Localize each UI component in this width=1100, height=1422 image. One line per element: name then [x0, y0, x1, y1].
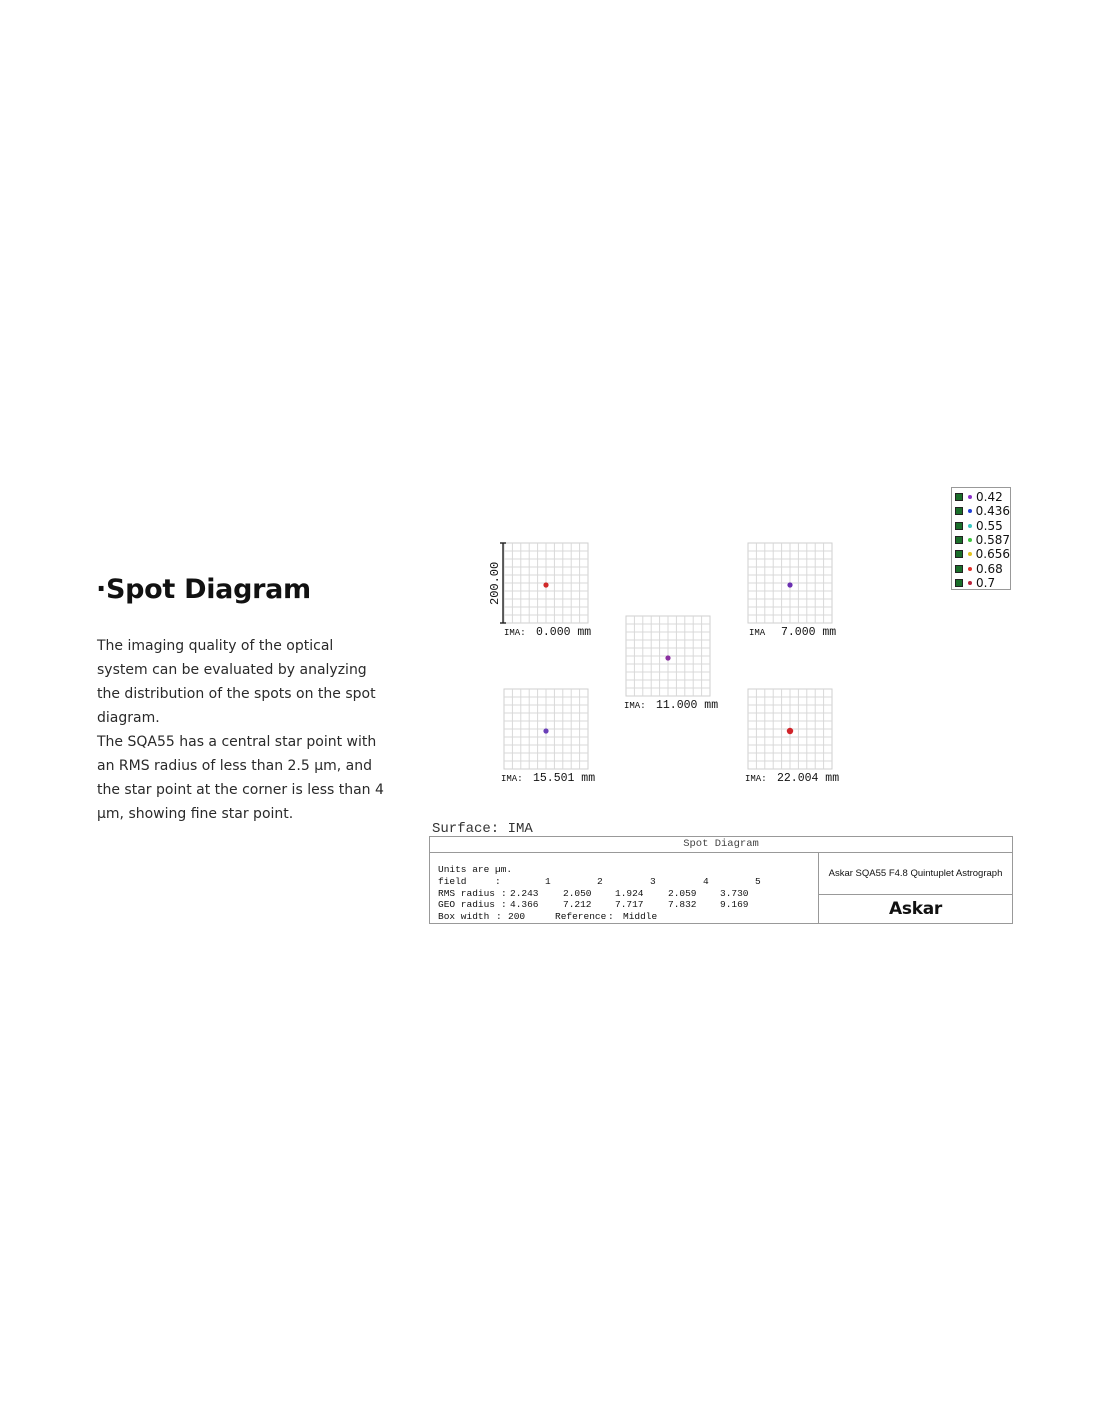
- section-heading: ·Spot Diagram: [96, 574, 311, 605]
- spot-plot: [624, 616, 718, 712]
- spot-field-label: 22.004 mm: [777, 772, 840, 785]
- spot-point: [665, 655, 670, 660]
- field-value: 3: [650, 875, 656, 887]
- spot-plot: [745, 689, 839, 785]
- geo-label: GEO radius: [438, 899, 496, 911]
- description-paragraph-2: The SQA55 has a central star point with an RMS radius of less than 2.5 μm, and the star point at the corner is less than 4 μm, showing fine star point.: [97, 734, 384, 822]
- box-width-value: 200: [508, 911, 526, 923]
- spot-point: [787, 728, 793, 734]
- spot-surface-label: IMA:: [501, 774, 523, 784]
- spot-plot: [501, 689, 595, 785]
- field-colon: :: [495, 875, 501, 887]
- spot-field-label: 7.000 mm: [781, 626, 837, 639]
- geo-value: 7.832: [668, 899, 697, 911]
- box-width-colon: :: [496, 911, 502, 923]
- spot-surface-label: IMA:: [504, 628, 526, 638]
- spot-field-label: 15.501 mm: [533, 772, 596, 785]
- field-label: field: [438, 875, 467, 887]
- field-value: 4: [703, 875, 709, 887]
- legend-label: 0.587: [975, 533, 1010, 548]
- legend-label: 0.68: [976, 561, 1003, 576]
- rms-value: 2.059: [668, 887, 697, 899]
- reference-value: Middle: [623, 911, 658, 923]
- units-text: Units are µm.: [438, 864, 513, 875]
- field-value: 1: [545, 875, 551, 887]
- geo-value: 7.212: [563, 899, 592, 911]
- spot-field-label: 0.000 mm: [536, 626, 592, 639]
- spot-plot: [504, 543, 591, 639]
- info-box-title: Spot Diagram: [430, 837, 1012, 853]
- legend-label: 0.42: [976, 490, 1003, 505]
- geo-value: 7.717: [615, 899, 644, 911]
- spot-info-box: [429, 836, 1013, 924]
- info-values-panel: [430, 852, 819, 923]
- reference-label: Reference: [555, 911, 607, 923]
- field-value: 5: [755, 875, 761, 887]
- spot-surface-label: IMA:: [624, 701, 646, 711]
- description-paragraph-1: The imaging quality of the optical system can be evaluated by analyzing the distribution of the spots on the spot diagram.: [97, 638, 376, 726]
- spot-surface-label: IMA: [749, 628, 766, 638]
- legend-label: 0.656: [975, 547, 1010, 562]
- spot-point: [543, 582, 548, 587]
- legend-label: 0.436: [975, 504, 1010, 519]
- rms-colon: :: [501, 887, 507, 899]
- spot-point: [543, 728, 548, 733]
- rms-value: 2.050: [563, 887, 592, 899]
- rms-value: 1.924: [615, 887, 644, 899]
- spot-surface-label: IMA:: [745, 774, 767, 784]
- surface-label: Surface: IMA: [432, 821, 533, 837]
- reference-colon: :: [608, 911, 614, 923]
- spot-point: [787, 582, 792, 587]
- spot-plot: [748, 543, 836, 639]
- rms-value: 2.243: [510, 887, 539, 899]
- brand-name: Askar: [889, 899, 942, 919]
- rms-value: 3.730: [720, 887, 749, 899]
- geo-value: 9.169: [720, 899, 749, 911]
- spot-field-label: 11.000 mm: [656, 699, 719, 712]
- rms-label: RMS radius: [438, 887, 496, 899]
- field-value: 2: [597, 875, 603, 887]
- legend-label: 0.7: [976, 575, 996, 590]
- brand-logo: [819, 895, 1012, 923]
- legend-label: 0.55: [976, 518, 1003, 533]
- scale-label: 200.00: [488, 561, 502, 605]
- geo-value: 4.366: [510, 899, 539, 911]
- product-name: Askar SQA55 F4.8 Quintuplet Astrograph: [819, 852, 1012, 895]
- geo-colon: :: [501, 899, 507, 911]
- box-width-label: Box width: [438, 911, 490, 923]
